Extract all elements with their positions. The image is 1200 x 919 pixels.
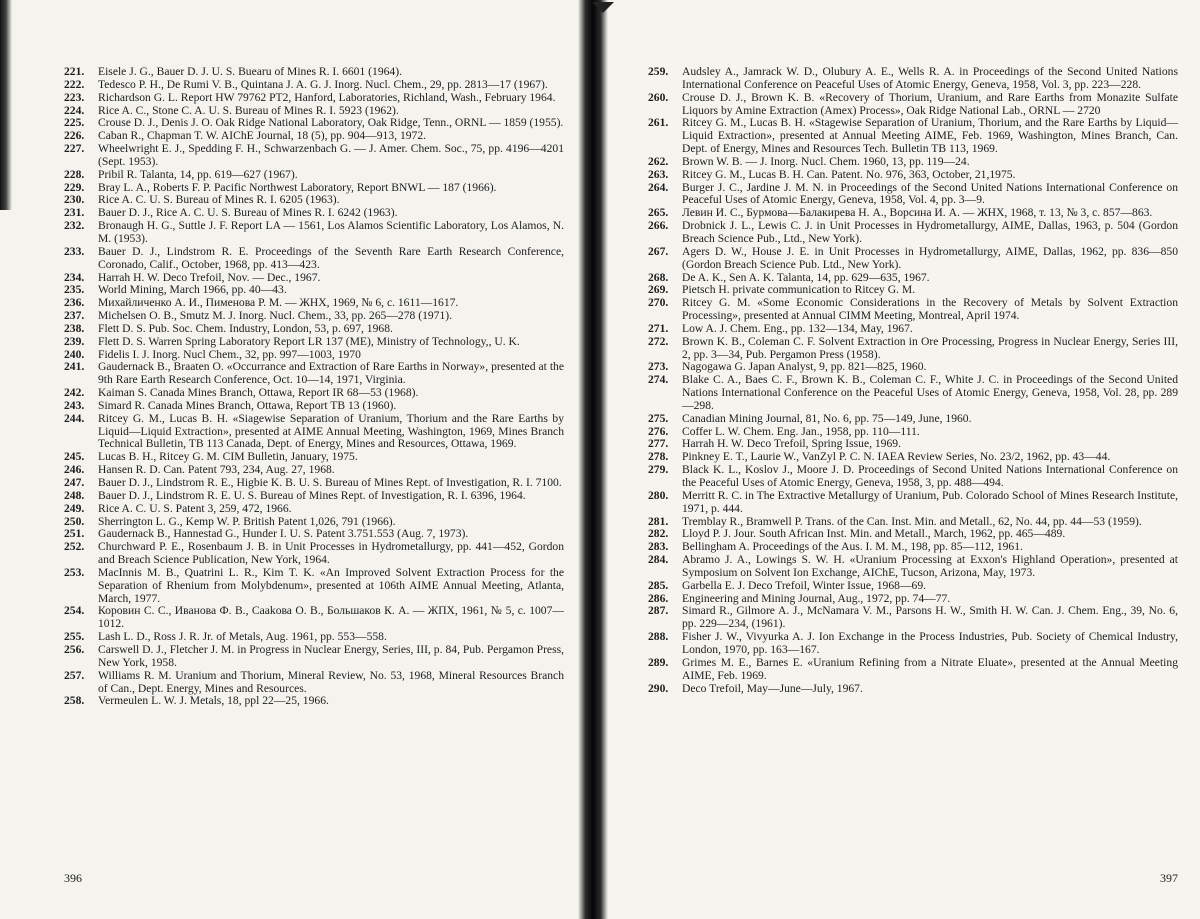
reference-number: 272. [648, 334, 669, 348]
reference-text: Simard R., Gilmore A. J., McNamara V. M., Parsons H. W., Smith H. W. Can. J. Chem. Eng., 39, No. 6, pp. 229—234, (1961). [682, 604, 1178, 631]
reference-text: World Mining, March 1966, pp. 40—43. [98, 283, 287, 297]
reference-text: Low A. J. Chem. Eng., pp. 132—134, May, 1967. [682, 321, 913, 335]
reference-number: 289. [648, 655, 669, 669]
reference-text: Flett D. S. Warren Spring Laboratory Report LR 137 (ME), Ministry of Technology,, U. K. [98, 334, 520, 348]
reference-number: 259. [648, 65, 669, 78]
reference-text: Bronaugh H. G., Suttle J. F. Report LA — 1561, Los Alamos Scientific Laboratory, Los Alamos, N. M. (1953). [98, 219, 564, 245]
reference-item [648, 117, 1178, 156]
reference-number: 275. [648, 411, 669, 425]
reference-number: 221. [64, 65, 85, 78]
reference-item [64, 490, 564, 503]
reference-item [648, 657, 1178, 683]
reference-item [64, 567, 564, 606]
reference-number: 281. [648, 514, 669, 528]
reference-item [64, 92, 564, 105]
reference-text: Michelsen O. B., Smutz M. J. Inorg. Nucl. Chem., 33, pp. 265—278 (1971). [98, 309, 453, 323]
reference-text: Churchward P. E., Rosenbaum J. B. in Unit Processes in Hydrometallurgy, pp. 441—452, Gordon and Breach Science Publication, New York, 1964. [98, 540, 564, 567]
reference-text: Михайличенко А. И., Пименова Р. М. — ЖНХ, 1969, № 6, с. 1611—1617. [98, 296, 459, 310]
reference-text: Coffer L. W. Chem. Eng. Jan., 1958, pp. 110—111. [682, 424, 920, 438]
reference-number: 230. [64, 193, 85, 207]
reference-item [64, 79, 564, 92]
reference-number: 252. [64, 540, 85, 554]
reference-item [648, 683, 1178, 696]
reference-number: 263. [648, 167, 669, 181]
reference-item [648, 336, 1178, 362]
reference-text: Harrah H. W. Deco Trefoil, Spring Issue, 1969. [682, 437, 901, 451]
scan-edge-shadow [0, 0, 12, 210]
reference-number: 265. [648, 206, 669, 220]
reference-text: Brown K. B., Coleman C. F. Solvent Extraction in Ore Processing, Progress in Nuclear Energy, Series III, 2, pp. 3—34, Pub. Pergamon Press (1958). [682, 334, 1178, 361]
reference-text: Harrah H. W. Deco Trefoil, Nov. — Dec., 1967. [98, 270, 321, 284]
reference-item [64, 400, 564, 413]
reference-text: Fisher J. W., Vivyurka A. J. Ion Exchange in the Process Industries, Pub. Society of Chemical Industry, London, 1970, pp. 163—167. [682, 630, 1178, 656]
reference-number: 266. [648, 219, 669, 233]
reference-number: 254. [64, 604, 85, 618]
reference-number: 235. [64, 283, 85, 297]
reference-item [648, 490, 1178, 516]
reference-number: 229. [64, 180, 85, 194]
reference-text: Agers D. W., House J. E. in Unit Processes in Hydrometallurgy, AIME, Dallas, 1962, pp. 836—850 (Gordon Breach Science Pub. Ltd., New York). [682, 244, 1178, 271]
reference-item [648, 246, 1178, 272]
reference-number: 236. [64, 296, 85, 310]
reference-number: 237. [64, 309, 85, 323]
reference-item [648, 297, 1178, 323]
reference-item [648, 464, 1178, 490]
reference-text: Ritcey G. M. «Some Economic Considerations in the Recovery of Metals by Solvent Extraction Processing», presented at Annual CIMM Meeting, Montreal, April 1974. [682, 296, 1178, 323]
reference-item [648, 554, 1178, 580]
reference-item [64, 695, 564, 708]
reference-text: Hansen R. D. Can. Patent 793, 234, Aug. 27, 1968. [98, 463, 335, 477]
reference-text: Tremblay R., Bramwell P. Trans. of the Can. Inst. Min. and Metall., 62, No. 44, pp. 44—53 (1959). [682, 514, 1142, 528]
reference-number: 231. [64, 206, 85, 220]
reference-text: Коровин С. С., Иванова Ф. В., Сааkова О. В., Большаков К. А. — ЖПХ, 1961, № 5, с. 1007—1012. [98, 604, 564, 631]
reference-number: 249. [64, 501, 85, 515]
reference-text: Engineering and Mining Journal, Aug., 1972, pp. 74—77. [682, 591, 951, 605]
reference-number: 276. [648, 424, 669, 438]
reference-text: Sherrington L. G., Kemp W. P. British Patent 1,026, 791 (1966). [98, 514, 396, 528]
reference-text: Pribil R. Talanta, 14, pp. 619—627 (1967). [98, 167, 298, 181]
reference-item [64, 143, 564, 169]
reference-text: Williams R. M. Uranium and Thorium, Mineral Review, No. 53, 1968, Mineral Resources Branch of Can., Dept. Energy, Mines and Resources. [98, 668, 564, 695]
reference-text: Lucas B. H., Ritcey G. M. CIM Bulletin, January, 1975. [98, 450, 358, 464]
reference-item [64, 246, 564, 272]
reference-number: 286. [648, 591, 669, 605]
reference-number: 250. [64, 514, 85, 528]
reference-text: Vermeulen L. W. J. Metals, 18, ppl 22—25, 1966. [98, 694, 329, 708]
reference-number: 242. [64, 386, 85, 400]
reference-text: Crouse D. J., Brown K. B. «Recovery of Thorium, Uranium, and Rare Earths from Monazite Sulfate Liquors by Amine Extraction (Amex) Process», Oak Ridge National Lab., ORNL — 2720 [682, 90, 1178, 117]
reference-item [648, 631, 1178, 657]
reference-text: Merritt R. C. in The Extractive Metallurgy of Uranium, Pub. Colorado School of Mines Research Institute, 1971, p. 444. [682, 488, 1178, 515]
reference-text: Eisele J. G., Bauer D. J. U. S. Buearu of Mines R. I. 6601 (1964). [98, 65, 402, 78]
reference-text: Pietsch H. private communication to Ritcey G. M. [682, 283, 916, 297]
reference-number: 285. [648, 578, 669, 592]
reference-text: Kaiman S. Canada Mines Branch, Ottawa, Report IR 68—53 (1968). [98, 386, 419, 400]
reference-number: 227. [64, 142, 85, 156]
scan-marker-arrow [592, 2, 614, 13]
book-gutter [578, 0, 608, 919]
reference-number: 260. [648, 90, 669, 104]
reference-text: Caban R., Chapman T. W. AIChE Journal, 18 (5), pp. 904—913, 1972. [98, 129, 427, 143]
reference-number: 268. [648, 270, 669, 284]
reference-number: 258. [64, 694, 85, 708]
reference-item [648, 323, 1178, 336]
reference-item [64, 336, 564, 349]
reference-number: 228. [64, 167, 85, 181]
reference-text: Garbella E. J. Deco Trefoil, Winter Issue, 1968—69. [682, 578, 927, 592]
reference-text: Abramo J. A., Lowings S. W. H. «Uranium Processing at Exxon's Highland Operation», presented at Symposium on Solvent Ion Exchange, AIChE, Tucson, Arizona, May, 1973. [682, 553, 1178, 579]
reference-text: Левин И. С., Бурмова—Балакирева Н. А., Ворсина И. А. — ЖНХ, 1968, т. 13, № 3, с. 857—863. [682, 206, 1153, 220]
reference-text: Black K. L., Koslov J., Moore J. D. Proceedings of Second United Nations International Conference on the Peaceful Uses of Atomic Energy, Geneva, 1958, 3, pp. 488—494. [682, 463, 1178, 489]
reference-item [64, 220, 564, 246]
reference-number: 253. [64, 565, 85, 579]
reference-text: Audsley A., Jamrack W. D., Olubury A. E., Wells R. A. in Proceedings of the Second United Nations International Conference on Peaceful Uses of Atomic Energy, Geneva, 1958, Vol. 3, pp. 223—228. [682, 65, 1178, 91]
reference-text: Bellingham A. Proceedings of the Aus. I. M. M., 198, pp. 85—112, 1961. [682, 540, 1023, 554]
reference-list-right [648, 66, 1178, 695]
reference-number: 257. [64, 668, 85, 682]
reference-number: 247. [64, 476, 85, 489]
reference-number: 232. [64, 219, 85, 233]
reference-number: 278. [648, 450, 669, 464]
reference-number: 262. [648, 154, 669, 168]
reference-text: Rice A. C., Stone C. A. U. S. Bureau of Mines R. I. 5923 (1962). [98, 103, 399, 117]
reference-text: Gaudernack B., Hannestad G., Hunder I. U. S. Patent 3.751.553 (Aug. 7, 1973). [98, 527, 469, 541]
reference-text: Bauer D. J., Rice A. C. U. S. Bureau of Mines R. I. 6242 (1963). [98, 206, 398, 220]
reference-item [648, 92, 1178, 118]
reference-text: Burger J. C., Jardine J. M. N. in Proceedings of the Second United Nations International Conference on Peaceful Uses of Atomic Energy, Geneva, 1958, Vol. 4, pp. 3—9. [682, 180, 1178, 207]
reference-item [64, 503, 564, 516]
reference-number: 283. [648, 540, 669, 554]
reference-number: 290. [648, 681, 669, 695]
reference-item [648, 66, 1178, 92]
reference-number: 246. [64, 463, 85, 477]
reference-number: 243. [64, 398, 85, 412]
reference-number: 240. [64, 347, 85, 361]
page-number-right: 397 [1160, 871, 1178, 885]
reference-text: Deco Trefoil, May—June—July, 1967. [682, 681, 863, 695]
reference-text: Bray L. A., Roberts F. P. Pacific Northwest Laboratory, Report BNWL — 187 (1966). [98, 180, 497, 194]
reference-text: Simard R. Canada Mines Branch, Ottawa, Report TB 13 (1960). [98, 398, 397, 412]
reference-number: 255. [64, 630, 85, 644]
reference-text: Wheelwright E. J., Spedding F. H., Schwarzenbach G. — J. Amer. Chem. Soc., 75, pp. 4196—4201 (Sept. 1953). [98, 142, 564, 168]
reference-text: Blake C. A., Baes C. F., Brown K. B., Coleman C. F., White J. C. in Proceedings of the Second United Nations International Conference on the Peaceful Uses of Atomic Energy, Geneva, 1958, Vol. 28, pp. 289—298. [682, 373, 1178, 412]
reference-number: 251. [64, 527, 85, 541]
reference-text: Grimes M. E., Barnes E. «Uranium Refining from a Nitrate Eluate», presented at the Annual Meeting AIME, Feb. 1969. [682, 655, 1178, 682]
reference-text: Nagogawa G. Japan Analyst, 9, pp. 821—825, 1960. [682, 360, 927, 374]
reference-item [648, 605, 1178, 631]
reference-text: Pinkney E. T., Laurie W., VanZyl P. C. N. IAEA Review Series, No. 23/2, 1962, pp. 43—44. [682, 450, 1111, 464]
reference-number: 225. [64, 116, 85, 130]
reference-number: 287. [648, 604, 669, 618]
reference-text: Flett D. S. Pub. Soc. Chem. Industry, London, 53, p. 697, 1968. [98, 321, 393, 335]
reference-text: Drobnick J. L., Lewis C. J. in Unit Processes in Hydrometallurgy, AIME, Dallas, 1963, p. 504 (Gordon Breach Science Pub., Ltd., New York). [682, 219, 1178, 245]
reference-list-left [64, 66, 564, 708]
reference-number: 273. [648, 360, 669, 374]
reference-item [648, 156, 1178, 169]
reference-number: 280. [648, 488, 669, 502]
reference-number: 248. [64, 488, 85, 502]
reference-item [64, 387, 564, 400]
reference-item [648, 169, 1178, 182]
reference-text: Ritcey G. M., Lucas B. H. «Siagewise Separation of Uranium, Thorium and the Rare Earths by Liquid—Liquid Extraction», presented at AIME Annual Meeting, Washington, 1969, Mines Branch Technical Bulletin, TB 113 Canada, Dept. of Energy, Mines and Resources, Ottawa, 1969. [98, 411, 564, 451]
reference-text: MacInnis M. B., Quatrini L. R., Kim T. K. «An Improved Solvent Extraction Process for the Separation of Rhenium from Molybdenum», presented at 106th AIME Annual Meeting, Atlanta, March, 1977. [98, 565, 564, 605]
reference-number: 284. [648, 553, 669, 567]
reference-text: Ritcey G. M., Lucas B. H. Can. Patent. No. 976, 363, October, 21,1975. [682, 167, 1016, 181]
reference-text: Fidelis I. J. Inorg. Nucl Chem., 32, pp. 997—1003, 1970 [98, 347, 361, 361]
reference-item [64, 605, 564, 631]
reference-text: Rice A. C. U. S. Bureau of Mines R. I. 6205 (1963). [98, 193, 340, 207]
reference-text: Crouse D. J., Denis J. O. Oak Ridge National Laboratory, Oak Ridge, Tenn., ORNL — 1859 (1955). [98, 116, 564, 130]
reference-number: 233. [64, 244, 85, 258]
reference-text: Ritcey G. M., Lucas B. H. «Stagewise Separation of Uranium, Thorium, and the Rare Earths by Liquid—Liquid Extraction», presented at Annual Meeting AIME, Feb. 1969, Washington, Mines Branch, Can. Dept. of Energy, Mines and Resources Tech. Bulletin TB 113, 1969. [682, 116, 1178, 156]
reference-text: Canadian Mining Journal, 81, No. 6, pp. 75—149, June, 1960. [682, 411, 972, 425]
reference-number: 222. [64, 77, 85, 91]
reference-item [64, 644, 564, 670]
reference-number: 264. [648, 180, 669, 194]
reference-item [64, 670, 564, 696]
reference-item [648, 220, 1178, 246]
reference-text: Bauer D. J., Lindstrom R. E. U. S. Bureau of Mines Rept. of Investigation, R. I. 6396, 1964. [98, 488, 526, 502]
reference-number: 241. [64, 360, 85, 374]
reference-item [648, 182, 1178, 208]
reference-number: 274. [648, 373, 669, 387]
right-page [602, 0, 1200, 919]
reference-number: 245. [64, 450, 85, 464]
reference-number: 270. [648, 296, 669, 310]
reference-text: Brown W. B. — J. Inorg. Nucl. Chem. 1960, 13, pp. 119—24. [682, 154, 970, 168]
reference-text: Carswell D. J., Fletcher J. M. in Progress in Nuclear Energy, Series, III, p. 84, Pub. Pergamon Press, New York, 1958. [98, 642, 564, 669]
reference-number: 238. [64, 321, 85, 335]
reference-item [648, 374, 1178, 413]
reference-number: 223. [64, 90, 85, 104]
reference-number: 224. [64, 103, 85, 117]
reference-number: 269. [648, 283, 669, 297]
reference-text: Richardson G. L. Report HW 79762 PT2, Hanford, Laboratories, Richland, Wash., February 1964. [98, 90, 556, 104]
left-page [0, 0, 585, 919]
reference-text: Lash L. D., Ross J. R. Jr. of Metals, Aug. 1961, pp. 553—558. [98, 630, 387, 644]
reference-number: 267. [648, 244, 669, 258]
reference-number: 288. [648, 630, 669, 644]
reference-text: Tedesco P. H., De Rumi V. B., Quintana J. A. G. J. Inorg. Nucl. Chem., 29, pp. 2813—17 (1967). [98, 77, 548, 91]
reference-text: Lloyd P. J. Jour. South African Inst. Min. and Metall., March, 1962, pp. 465—489. [682, 527, 1066, 541]
reference-number: 277. [648, 437, 669, 451]
reference-text: De A. K., Sen A. K. Talanta, 14, pp. 629—635, 1967. [682, 270, 930, 284]
reference-number: 261. [648, 116, 669, 130]
reference-item [64, 413, 564, 452]
reference-number: 226. [64, 129, 85, 143]
reference-text: Bauer D. J., Lindstrom R. E. Proceedings of the Seventh Rare Earth Research Conference, Coronado, Calif., October, 1968, pp. 413—423. [98, 244, 564, 271]
reference-number: 239. [64, 334, 85, 348]
reference-item [64, 323, 564, 336]
reference-item [648, 413, 1178, 426]
reference-item [64, 541, 564, 567]
reference-number: 271. [648, 321, 669, 335]
reference-text: Bauer D. J., Lindstrom R. E., Higbie K. B. U. S. Bureau of Mines Rept. of Investigation, R. I. 7100. [98, 476, 562, 489]
reference-text: Rice A. C. U. S. Patent 3, 259, 472, 1966. [98, 501, 292, 515]
reference-number: 256. [64, 642, 85, 656]
reference-item [64, 361, 564, 387]
reference-text: Gaudernack B., Braaten O. «Occurrance and Extraction of Rare Earths in Norway», presented at the 9th Rare Earth Research Conference, Oct. 10—14, 1971, Virginia. [98, 360, 564, 387]
reference-number: 244. [64, 411, 85, 425]
reference-item [64, 310, 564, 323]
reference-item [64, 66, 564, 79]
reference-number: 234. [64, 270, 85, 284]
reference-number: 279. [648, 463, 669, 477]
reference-number: 282. [648, 527, 669, 541]
reference-item [648, 580, 1178, 593]
reference-item [64, 169, 564, 182]
reference-item [64, 477, 564, 490]
page-number-left: 396 [64, 871, 82, 885]
